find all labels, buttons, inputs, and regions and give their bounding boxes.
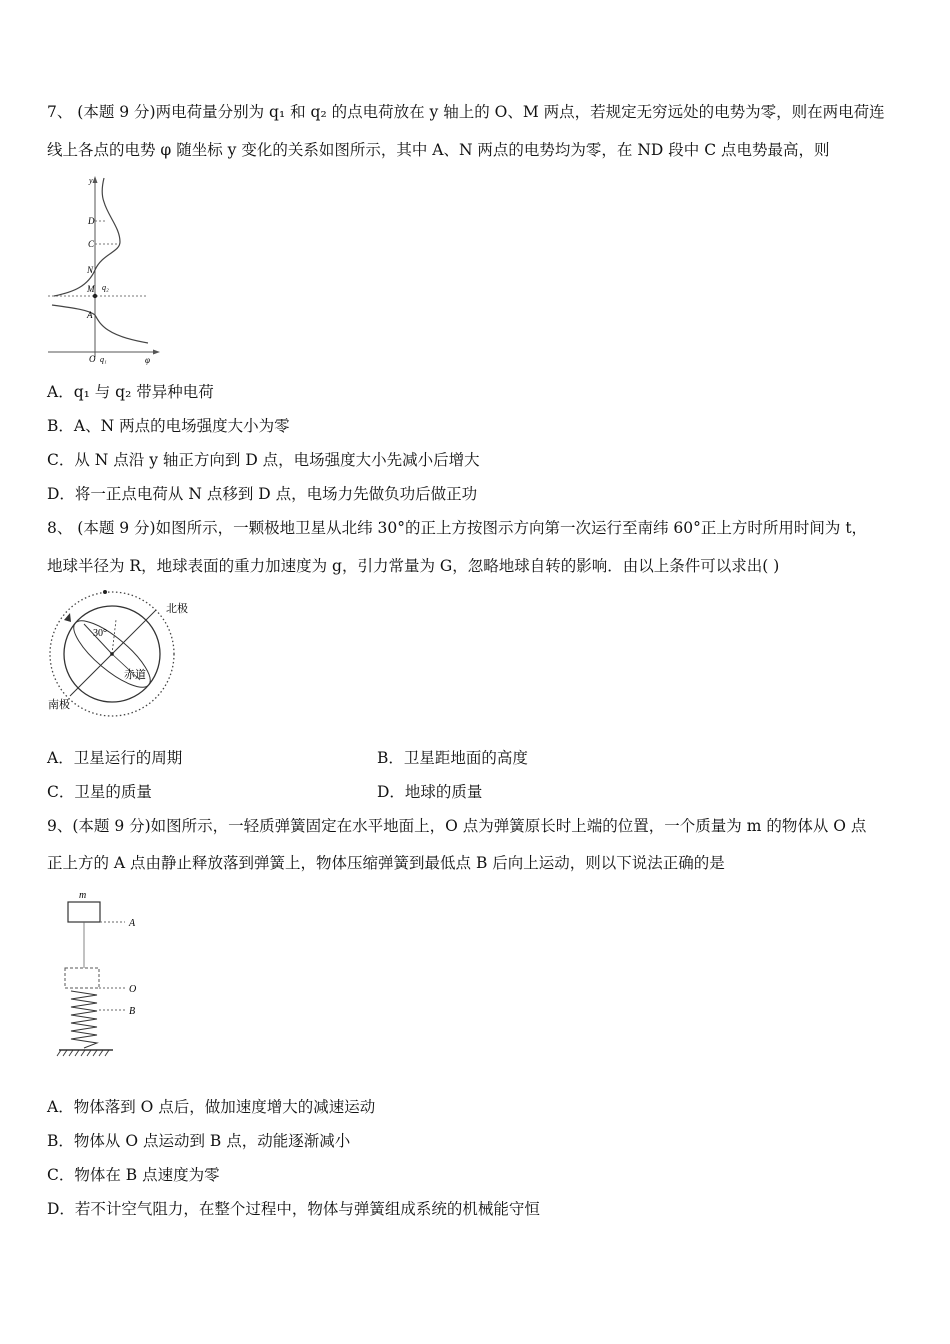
q8-stem-line-1: 8、 (本题 9 分)如图所示，一颗极地卫星从北纬 30°的正上方按图示方向第一次运行至南纬 60°正上方时所用时间为 t，: [47, 519, 868, 537]
q9-spring-diagram: [55, 888, 155, 1063]
q7-potential-graph: [44, 172, 164, 367]
q8-label-south-pole: 南极: [48, 699, 70, 711]
q8-option-a: A．卫星运行的周期: [47, 749, 183, 767]
q8-option-c: C．卫星的质量: [47, 783, 152, 801]
q8-label-equator: 赤道: [124, 669, 146, 681]
q8-option-d: D．地球的质量: [377, 783, 483, 801]
q7-label-D: D: [88, 216, 95, 226]
q7-stem-line-1: 7、 (本题 9 分)两电荷量分别为 q₁ 和 q₂ 的点电荷放在 y 轴上的 O、M 两点，若规定无穷远处的电势为零，则在两电荷连: [47, 103, 885, 121]
q7-option-d: D．将一正点电荷从 N 点移到 D 点，电场力先做负功后做正功: [47, 485, 478, 503]
q7-label-A: A: [87, 310, 93, 320]
q7-label-M: M: [87, 284, 95, 294]
q8-label-north-pole: 北极: [166, 603, 188, 615]
q9-stem-line-1: 9、(本题 9 分)如图所示，一轻质弹簧固定在水平地面上，O 点为弹簧原长时上端的位置，一个质量为 m 的物体从 O 点: [47, 817, 867, 835]
q9-option-a: A．物体落到 O 点后，做加速度增大的减速运动: [47, 1098, 376, 1116]
q7-label-phi: φ: [145, 355, 150, 365]
q7-label-N: N: [87, 265, 94, 275]
q7-label-O: O: [89, 354, 96, 364]
q9-option-c: C．物体在 B 点速度为零: [47, 1166, 220, 1184]
q8-stem-line-2: 地球半径为 R，地球表面的重力加速度为 g，引力常量为 G，忽略地球自转的影响．由以上条件可以求出( ): [47, 557, 780, 575]
q7-stem-line-2: 线上各点的电势 φ 随坐标 y 变化的关系如图所示，其中 A、N 两点的电势均为零，在 ND 段中 C 点电势最高，则: [47, 141, 830, 159]
q9-label-O: O: [129, 984, 137, 995]
q7-label-C: C: [88, 239, 95, 249]
q7-option-c: C．从 N 点沿 y 轴正方向到 D 点，电场强度大小先减小后增大: [47, 451, 480, 469]
q9-label-B: B: [129, 1006, 136, 1017]
q7-option-a: A．q₁ 与 q₂ 带异种电荷: [47, 383, 214, 401]
q7-label-q2: q₂: [102, 283, 109, 292]
q8-option-b: B．卫星距地面的高度: [377, 749, 528, 767]
q9-option-d: D．若不计空气阻力，在整个过程中，物体与弹簧组成系统的机械能守恒: [47, 1200, 540, 1218]
q9-label-A: A: [129, 918, 136, 929]
q9-stem-line-2: 正上方的 A 点由静止释放落到弹簧上，物体压缩弹簧到最低点 B 后向上运动，则以下说法正确的是: [47, 854, 725, 872]
q8-label-angle: 30°: [93, 628, 107, 639]
q9-label-m: m: [79, 890, 87, 901]
q7-label-q1: q₁: [100, 355, 107, 364]
q7-option-b: B．A、N 两点的电场强度大小为零: [47, 417, 290, 435]
q7-label-y: y: [89, 176, 93, 185]
q9-option-b: B．物体从 O 点运动到 B 点，动能逐渐减小: [47, 1132, 351, 1150]
q8-earth-diagram: [44, 586, 194, 721]
